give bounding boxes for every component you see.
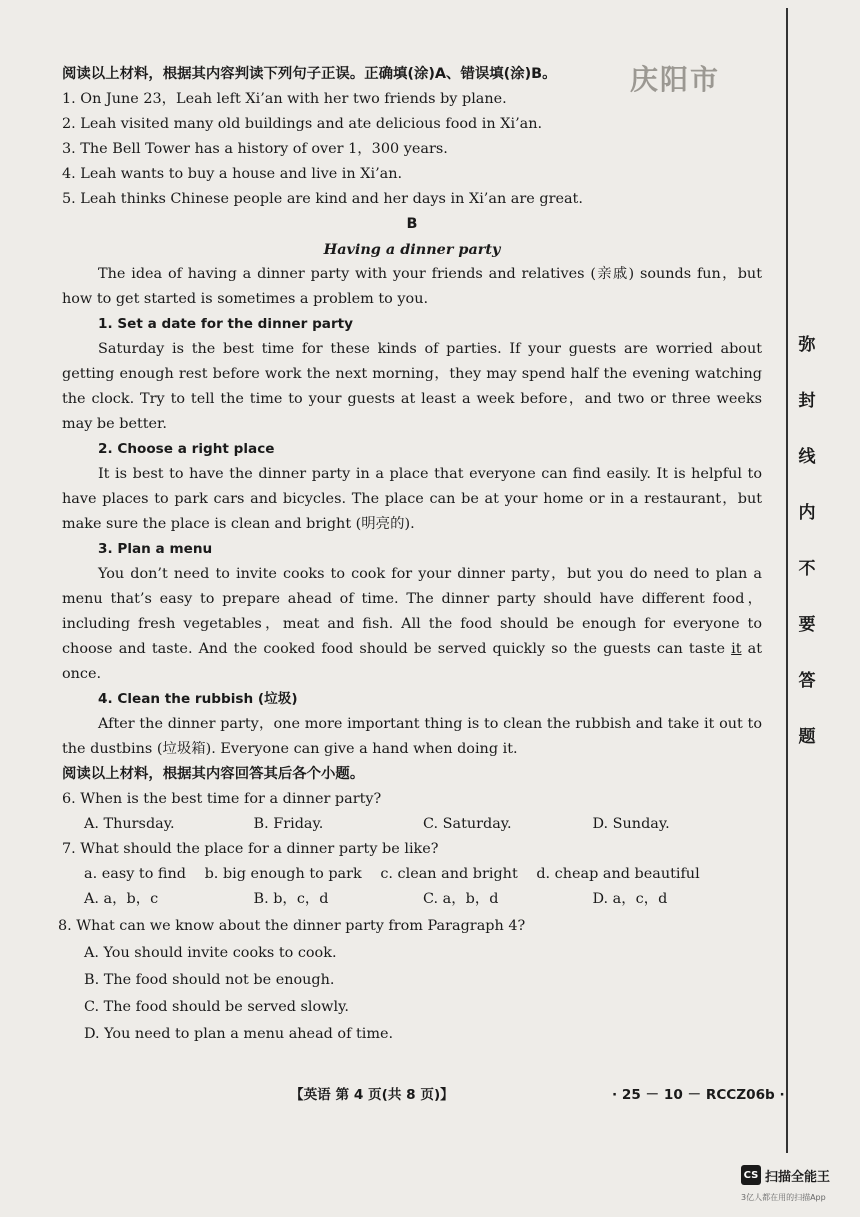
ghost-header-text: 庆阳市 [630, 63, 721, 96]
scanner-watermark [741, 1165, 830, 1185]
paragraph-3 [62, 562, 762, 687]
binding-notice [794, 330, 820, 778]
q7-option-c[interactable]: C. a，b，d [423, 891, 499, 907]
paragraph-4: After the dinner party，one more important thing is to clean the rubbish and take it out to the dustbins (垃圾箱). Everyone can give a hand when doing it. [62, 716, 762, 757]
page-content [58, 62, 763, 1047]
statement-5: 5. Leah thinks Chinese people are kind and her days in Xi’an are great. [62, 191, 583, 207]
section-letter: B [406, 216, 418, 232]
binding-char: 弥 [798, 335, 816, 355]
subheading-4: 4. Clean the rubbish (垃圾) [98, 691, 298, 707]
question-7-options [62, 887, 762, 912]
paragraph-3-text-b: at once. [62, 641, 763, 682]
statement-4: 4. Leah wants to buy a house and live in Xi’an. [62, 166, 403, 182]
q7-option-a[interactable]: A. a，b，c [84, 891, 159, 907]
q6-option-a[interactable]: A. Thursday. [84, 816, 175, 832]
paragraph-3-text-a: You don’t need to invite cooks to cook for your dinner party，but you do need to plan a menu that’s easy to prepare ahead of time. The dinner party should have different food，including fresh vegetables，meat and fish. All the food should be enough for everyone to choose and taste. And the cooked food should be served quickly so the guests can taste [62, 566, 762, 657]
q7-choice-d: d. cheap and beautiful [536, 866, 700, 882]
brand-tagline: 3亿人都在用的扫描App [741, 1193, 826, 1202]
statement-2: 2. Leah visited many old buildings and ate delicious food in Xi’an. [62, 116, 543, 132]
binding-char: 线 [798, 447, 816, 467]
question-6-options [62, 812, 762, 837]
q8-option-d[interactable]: D. You need to plan a menu ahead of time. [84, 1026, 394, 1042]
binding-line [786, 8, 788, 1153]
subheading-1: 1. Set a date for the dinner party [98, 316, 354, 332]
paragraph-1: Saturday is the best time for these kinds of parties. If your guests are worried about getting enough rest before work the next morning，they may spend half the evening watching the clock. Try to tell the time to your guests at least a week before，and two or three weeks may be better. [62, 341, 762, 432]
statement-1: 1. On June 23，Leah left Xi’an with her two friends by plane. [62, 91, 507, 107]
paper-code: · 25 － 10 － RCCZ06b · [612, 1087, 785, 1103]
q8-option-a[interactable]: A. You should invite cooks to cook. [84, 945, 337, 961]
question-8-stem: 8. What can we know about the dinner party from Paragraph 4? [58, 918, 526, 934]
subheading-3: 3. Plan a menu [98, 541, 213, 557]
paragraph-2: It is best to have the dinner party in a place that everyone can find easily. It is helpful to have places to park cars and bicycles. The place can be at your home or in a restaurant，but make sure the place is clean and bright (明亮的). [62, 466, 762, 532]
instruction-true-false: 阅读以上材料，根据其内容判读下列句子正误。正确填(涂)A、错误填(涂)B。 [62, 66, 557, 82]
brand-name: 扫描全能王 [765, 1169, 831, 1185]
q7-choice-a: a. easy to find [84, 866, 187, 882]
q7-option-b[interactable]: B. b，c，d [253, 891, 329, 907]
intro-paragraph: The idea of having a dinner party with your friends and relatives (亲戚) sounds fun，but how to get started is sometimes a problem to you. [62, 266, 762, 307]
q7-option-d[interactable]: D. a，c，d [592, 891, 668, 907]
subheading-2: 2. Choose a right place [98, 441, 275, 457]
instruction-answer: 阅读以上材料，根据其内容回答其后各个小题。 [62, 766, 365, 782]
passage-title: Having a dinner party [323, 241, 501, 258]
underlined-word-it: it [731, 641, 742, 657]
statement-3: 3. The Bell Tower has a history of over 1，300 years. [62, 141, 448, 157]
binding-char: 不 [798, 559, 816, 579]
q6-option-c[interactable]: C. Saturday. [423, 816, 512, 832]
page-footer: 【英语 第 4 页(共 8 页)】 [290, 1087, 454, 1103]
q7-choice-b: b. big enough to park [204, 866, 362, 882]
q8-option-b[interactable]: B. The food should not be enough. [84, 972, 335, 988]
camscanner-logo-icon: CS [741, 1165, 761, 1185]
q7-choice-c: c. clean and bright [380, 866, 518, 882]
q8-option-c[interactable]: C. The food should be served slowly. [84, 999, 349, 1015]
binding-char: 答 [798, 671, 816, 691]
question-7-choices [62, 862, 762, 887]
question-7-stem: 7. What should the place for a dinner party be like? [62, 841, 439, 857]
binding-char: 封 [798, 391, 816, 411]
question-6-stem: 6. When is the best time for a dinner party? [62, 791, 382, 807]
binding-char: 题 [798, 727, 816, 747]
binding-char: 要 [798, 615, 816, 635]
q6-option-b[interactable]: B. Friday. [253, 816, 324, 832]
binding-char: 内 [798, 503, 816, 523]
question-8-options [62, 941, 762, 1047]
q6-option-d[interactable]: D. Sunday. [592, 816, 670, 832]
